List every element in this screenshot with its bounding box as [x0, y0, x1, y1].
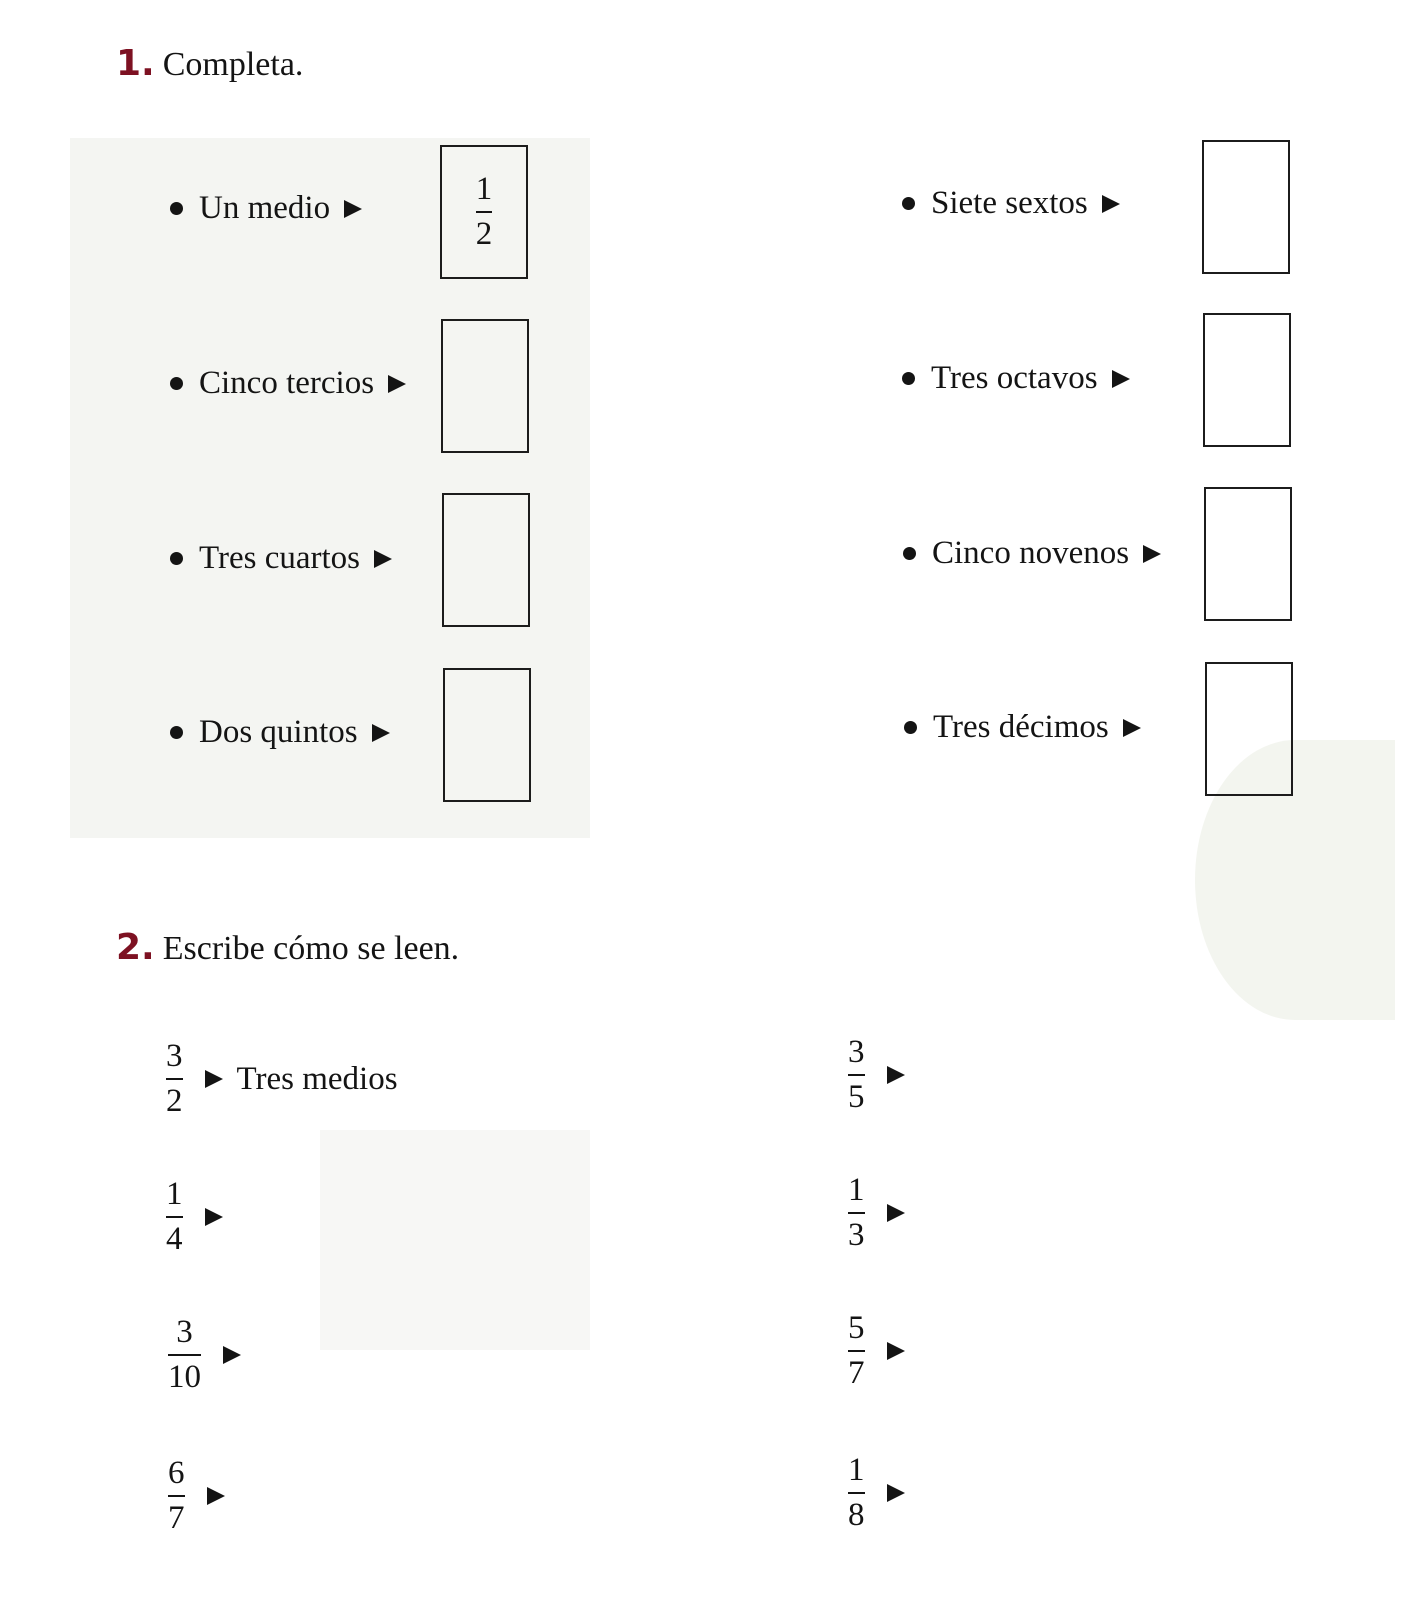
arrow-right-icon	[372, 724, 390, 742]
word-to-fraction-item	[170, 714, 390, 751]
bullet-icon	[170, 202, 183, 215]
exercise-number: 2.	[116, 927, 155, 968]
fraction-word-label: Un medio	[199, 190, 331, 226]
numerator: 6	[168, 1455, 185, 1491]
fraction-answer-box[interactable]	[442, 493, 530, 627]
exercise-instruction: Escribe cómo se leen.	[162, 930, 460, 967]
arrow-right-icon	[1123, 719, 1141, 737]
arrow-right-icon	[1102, 195, 1120, 213]
denominator: 7	[848, 1354, 865, 1391]
denominator: 7	[168, 1499, 185, 1536]
fraction-bar	[166, 1216, 183, 1218]
fraction-bar	[476, 211, 493, 213]
fraction-bar	[848, 1492, 865, 1494]
exercise-instruction: Completa.	[162, 46, 304, 83]
arrow-right-icon	[205, 1208, 223, 1226]
fraction-answer-box[interactable]	[1203, 313, 1291, 447]
fraction	[848, 1452, 865, 1535]
arrow-right-icon	[887, 1484, 905, 1502]
bullet-icon	[902, 372, 915, 385]
fraction-to-word-item	[168, 1314, 255, 1397]
fraction-to-word-item	[848, 1310, 919, 1393]
numerator: 1	[848, 1172, 865, 1208]
fraction-word-label: Tres décimos	[933, 709, 1109, 745]
arrow-right-icon	[887, 1066, 905, 1084]
numerator: 1	[166, 1176, 183, 1212]
fraction-word-label: Tres cuartos	[199, 540, 361, 576]
bullet-icon	[903, 547, 916, 560]
denominator: 2	[475, 215, 493, 252]
fraction-bar	[848, 1074, 865, 1076]
word-to-fraction-item	[170, 190, 362, 227]
fraction-bar	[166, 1078, 183, 1080]
fraction-bar	[848, 1350, 865, 1352]
denominator: 5	[848, 1078, 865, 1115]
numerator: 3	[848, 1034, 865, 1070]
fraction-word-label: Tres octavos	[931, 360, 1098, 396]
arrow-right-icon	[388, 375, 406, 393]
denominator: 3	[848, 1216, 865, 1253]
bullet-icon	[170, 377, 183, 390]
arrow-right-icon	[887, 1204, 905, 1222]
numerator: 1	[475, 170, 493, 207]
fraction-word-label: Cinco tercios	[199, 365, 375, 401]
fraction-to-word-item	[848, 1172, 919, 1255]
fraction	[476, 171, 493, 254]
word-to-fraction-item	[170, 540, 392, 577]
fraction-word-label: Siete sextos	[931, 185, 1088, 221]
word-to-fraction-item	[902, 185, 1120, 222]
fraction	[168, 1314, 201, 1397]
word-to-fraction-item	[903, 535, 1161, 572]
numerator: 5	[848, 1310, 865, 1346]
bleed-through-shading	[320, 1130, 590, 1350]
arrow-right-icon	[1143, 545, 1161, 563]
bullet-icon	[170, 726, 183, 739]
arrow-right-icon	[223, 1346, 241, 1364]
fraction-to-word-item	[166, 1176, 237, 1259]
denominator: 4	[166, 1220, 183, 1257]
fraction-answer-box[interactable]	[1202, 140, 1290, 274]
fraction-answer-box[interactable]	[1204, 487, 1292, 621]
fraction-reading-answer[interactable]: Tres medios	[236, 1060, 398, 1097]
arrow-right-icon	[887, 1342, 905, 1360]
fraction-bar	[848, 1212, 865, 1214]
fraction-answer-box[interactable]	[1205, 662, 1293, 796]
fraction	[848, 1172, 865, 1255]
bullet-icon	[904, 721, 917, 734]
exercise-number: 1.	[116, 43, 155, 84]
numerator: 3	[176, 1314, 193, 1350]
numerator: 1	[848, 1452, 865, 1488]
fraction-answer-box[interactable]	[443, 668, 531, 802]
bullet-icon	[902, 197, 915, 210]
fraction-to-word-item	[848, 1034, 919, 1117]
denominator: 2	[166, 1082, 183, 1119]
fraction-word-label: Dos quintos	[199, 714, 358, 750]
arrow-right-icon	[205, 1070, 223, 1088]
fraction-bar	[168, 1354, 201, 1356]
arrow-right-icon	[374, 550, 392, 568]
fraction-to-word-item	[168, 1455, 239, 1538]
exercise-1-heading	[116, 43, 304, 84]
fraction-bar	[168, 1495, 185, 1497]
exercise-2-heading	[116, 927, 460, 968]
arrow-right-icon	[1112, 370, 1130, 388]
fraction	[168, 1455, 185, 1538]
word-to-fraction-item	[170, 365, 406, 402]
arrow-right-icon	[344, 200, 362, 218]
denominator: 10	[168, 1358, 201, 1395]
word-to-fraction-item	[902, 360, 1130, 397]
fraction	[848, 1034, 865, 1117]
fraction	[166, 1038, 183, 1121]
word-to-fraction-item	[904, 709, 1141, 746]
fraction	[848, 1310, 865, 1393]
bullet-icon	[170, 552, 183, 565]
numerator: 3	[166, 1038, 183, 1074]
fraction-to-word-item	[848, 1452, 919, 1535]
denominator: 8	[848, 1496, 865, 1533]
arrow-right-icon	[207, 1487, 225, 1505]
fraction-answer-box[interactable]	[441, 319, 529, 453]
fraction-answer-box[interactable]	[440, 145, 528, 279]
fraction	[166, 1176, 183, 1259]
fraction-word-label: Cinco novenos	[932, 535, 1130, 571]
fraction-to-word-item	[166, 1038, 398, 1121]
